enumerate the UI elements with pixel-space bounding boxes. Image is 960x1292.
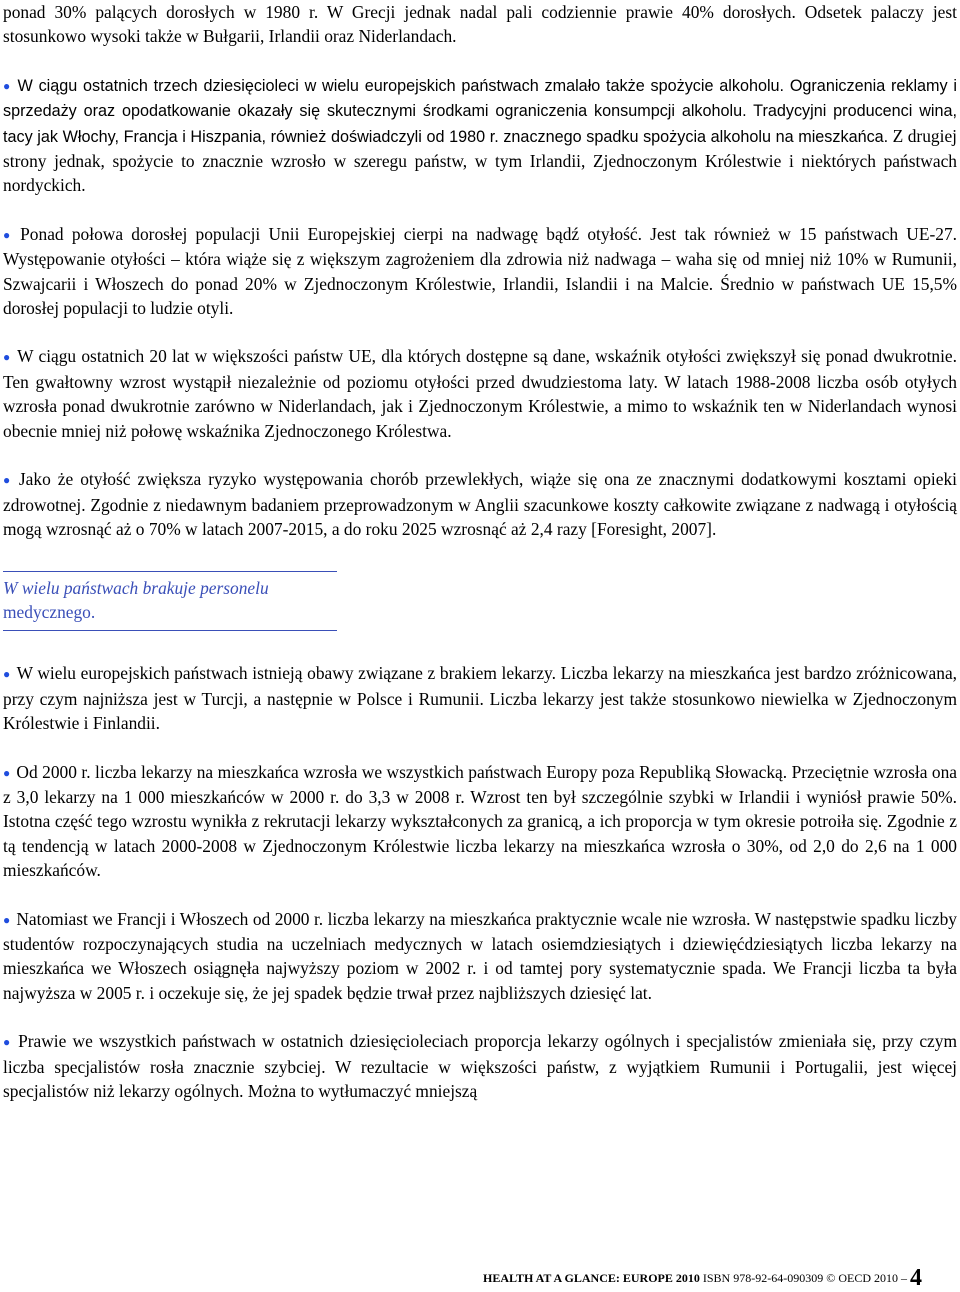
paragraph-text: Jako że otyłość zwiększa ryzyko występowania chorób przewlekłych, wiąże się ona ze znacznymi dodatkowymi kosztami opieki zdrowotnej. Zgodnie z niedawnym badaniem przeprowadzonym w Anglii szacunkowe koszty całkowite związane z nadwagą i otyłością mogą wzrosnąć aż o 70% w latach 2007-2015, a do roku 2025 wzrosnąć aż 2,4 razy [Foresight, 2007]. (3, 469, 957, 539)
paragraph-specialists (3, 1029, 957, 1103)
paragraph-alcohol-sans-text: W ciągu ostatnich trzech dziesięcioleci w wielu europejskich państwach zmalało także spożycie alkoholu. Ograniczenia reklamy i sprzedaży oraz opodatkowanie okazały się skutecznymi środkami ograniczenia konsumpcji alkoholu. Tradycyjni producenci wina, tacy jak Włochy, Francja i Hiszpania, również doświadczyli od 1980 r. znacznego spadku spożycia alkoholu na mieszkańca. (3, 76, 957, 146)
bullet-icon: ● (3, 473, 13, 488)
bullet-icon: ● (3, 227, 15, 242)
paragraph-france-italy (3, 907, 957, 1006)
paragraph-doctor-shortage (3, 661, 957, 735)
box-title (3, 576, 343, 624)
paragraph-text: Natomiast we Francji i Włoszech od 2000 r. liczba lekarzy na mieszkańca praktycznie wcale nie wzrosła. W następstwie spadku liczby studentów rozpoczynających studia na uczelniach medycznych w latach osiemdziesiątych i dziewięćdziesiątych liczba lekarzy na mieszkańca we Włoszech osiągnęła najwyższy poziom w 2002 r. i od tamtej pory systematycznie spada. We Francji liczba ta była najwyższa w 2005 r. i oczekuje się, że jej spadek będzie trwał przez najbliższych dziesięć lat. (3, 908, 957, 1003)
paragraph-text: Prawie we wszystkich państwach w ostatnich dziesięcioleciach proporcja lekarzy ogólnych i specjalistów zmieniała się, przy czym liczba specjalistów rosła znacznie szybciej. W rezultacie w większości państw, z wyjątkiem Rumunii i Portugalii, jest więcej specjalistów niż lekarzy ogólnych. Można to wytłumaczyć mniejszą (3, 1031, 957, 1101)
page-footer (483, 1265, 922, 1291)
page-number: 4 (910, 1265, 922, 1291)
paragraph-smoking: ponad 30% palących dorosłych w 1980 r. W Grecji jednak nadal pali codziennie prawie 40% dorosłych. Odsetek palaczy jest stosunkowo wysoki także w Bułgarii, Irlandii oraz Niderlandach. (3, 2, 957, 47)
paragraph-doctor-growth (3, 760, 957, 883)
bullet-icon: ● (3, 1035, 13, 1050)
box-top-rule (3, 571, 337, 572)
bullet-icon: ● (3, 912, 11, 927)
paragraph-text: Ponad połowa dorosłej populacji Unii Europejskiej cierpi na nadwagę bądź otyłość. Jest tak również w 15 państwach UE-27. Występowanie otyłości – która wiąże się z większym zagrożeniem dla zdrowia niż nadwaga – waha się od mniej niż 10% w Rumunii, Szwajcarii i Włoszech do ponad 20% w Zjednoczonym Królestwie, Irlandii, Islandii i na Malcie. Średnio w państwach UE 15,5% dorosłej populacji to ludzie otyli. (3, 223, 957, 319)
bullet-icon: ● (3, 350, 12, 365)
footer-publication-title: HEALTH AT A GLANCE: EUROPE 2010 (483, 1271, 700, 1285)
box-title-plain: medycznego. (3, 602, 96, 623)
box-title-italic: W wielu państwach brakuje personelu (3, 578, 269, 599)
paragraph-alcohol (3, 73, 957, 198)
bullet-icon: ● (3, 667, 11, 682)
paragraph-text: W wielu europejskich państwach istnieją obawy związane z brakiem lekarzy. Liczba lekarzy na mieszkańca jest bardzo zróżnicowana, przy czym najniższa jest w Turcji, a następnie w Polsce i Rumunii. Liczba lekarzy jest także stosunkowo niewielka w Zjednoczonym Królestwie i Finlandii. (3, 663, 958, 734)
bullet-icon: ● (3, 765, 11, 780)
paragraph-obesity-trend (3, 344, 957, 443)
bullet-icon: ● (3, 78, 12, 93)
paragraph-obesity-costs (3, 467, 957, 541)
paragraph-alcohol-serif-text: Z drugiej strony jednak, spożycie to znacznie wzrosło w szeregu państw, w tym Irlandii, Zjednoczonym Królestwie i niektórych państwach nordyckich. (3, 125, 957, 196)
footer-isbn-copyright: ISBN 978-92-64-090309 © OECD 2010 – (699, 1271, 907, 1285)
paragraph-obesity-share (3, 222, 957, 321)
paragraph-text: W ciągu ostatnich 20 lat w większości państw UE, dla których dostępne są dane, wskaźnik otyłości zwiększył się ponad dwukrotnie. Ten gwałtowny wzrost wystąpił niezależnie od poziomu otyłości przed dwudziestoma laty. W latach 1988-2008 liczba osób otyłych wzrosła ponad dwukrotnie zarówno w Niderlandach, jak i Zjednoczonym Królestwie, a mimo to wskaźnik ten w Niderlandach wynosi obecnie mniej niż połowę wskaźnika Zjednoczonego Królestwa. (3, 346, 957, 441)
paragraph-text: Od 2000 r. liczba lekarzy na mieszkańca wzrosła we wszystkich państwach Europy poza Republiką Słowacką. Przeciętnie wzrosła ona z 3,0 lekarzy na 1 000 mieszkańców w 2000 r. do 3,3 w 2008 r. Wzrost ten był szczególnie szybki w Irlandii i wyniósł prawie 50%. Istotna część tego wzrostu wynikła z rekrutacji lekarzy wykształconych za granicą, a ich proporcja w tym okresie potroiła się. Zgodnie z tą tendencją w latach 2000-2008 w Zjednoczonym Królestwie liczba lekarzy na mieszkańca wzrosła o 30%, od 2,0 do 2,6 na 1 000 mieszkańców. (3, 761, 958, 881)
